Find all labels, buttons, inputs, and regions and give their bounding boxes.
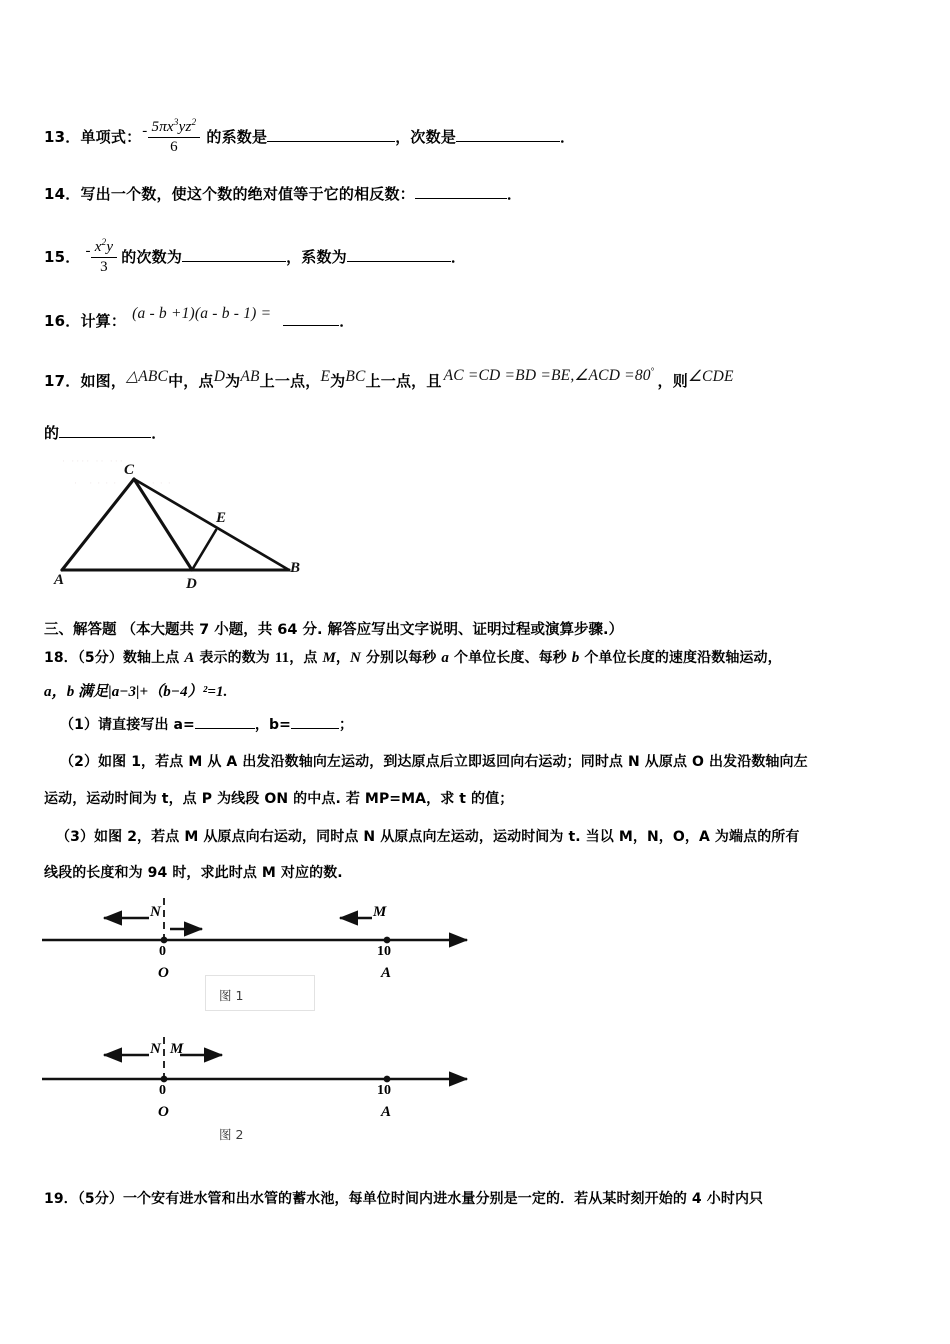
q15-mid2: 系数为 — [301, 247, 347, 266]
question-19 — [44, 1188, 763, 1208]
fig2-marker-M: M — [170, 1041, 184, 1057]
q17-point-d: D — [213, 368, 226, 385]
svg-text:B: B — [290, 560, 301, 576]
q17-angle-cde: ∠CDE — [687, 368, 734, 385]
q17-number: 17． — [44, 372, 81, 390]
q18-condition-expression: a，b 满足|a−3|+（b−4）²=1. — [44, 684, 228, 700]
question-18-sub3-line1: （3）如图 2，若点 M 从原点向右运动，同时点 N 从原点向左运动，运动时间为 t. 当以 M，N，O，A 为端点的所有 — [56, 829, 800, 845]
q17-answer-blank[interactable] — [59, 423, 151, 438]
q13-sep: ， — [395, 127, 411, 146]
q18-sub1-mid: ，b= — [254, 717, 291, 733]
fig1-point-value: 10 — [377, 944, 391, 959]
q17-line2-prefix: 的 — [44, 424, 60, 442]
q17-part3: 为 — [225, 372, 241, 390]
question-18-sub3-line2: 线段的长度和为 94 时，求此时点 M 对应的数. — [44, 865, 343, 881]
q19-points: （5分） — [77, 1191, 123, 1207]
fig1-drawing — [42, 896, 482, 962]
q17-part2: 中，点 — [168, 372, 214, 390]
fig1-origin-value: 0 — [159, 944, 166, 959]
q14-text: 写出一个数，使这个数的绝对值等于它的相反数： — [80, 185, 415, 203]
q18-sub1-end: ； — [338, 717, 354, 733]
q15-number: 15． — [44, 247, 81, 266]
question-18-line2 — [44, 680, 227, 701]
fig1-origin-label: O — [158, 965, 169, 981]
q18-sub1-blank-a[interactable] — [195, 716, 255, 729]
figure-triangle-abc — [44, 452, 354, 592]
q17-part4: 上一点， — [259, 372, 321, 390]
fig2-drawing — [42, 1035, 482, 1101]
q17-part1: 如图， — [80, 372, 127, 390]
svg-text:C: C — [124, 462, 135, 478]
q15-mid1: 的次数为 — [121, 247, 183, 266]
q13-fraction-numerator: $5\pi x^3yz^2$ — [148, 119, 201, 138]
scan-smudge-1: · ···· ·· ··· — [62, 456, 125, 466]
q15-end: ． — [450, 247, 467, 266]
fig1-point-label: A — [381, 965, 392, 981]
svg-text:D: D — [186, 576, 197, 592]
question-18-sub2-line2: 运动，运动时间为 t，点 P 为线段 ON 的中点. 若 MP=MA，求 t 的值； — [44, 791, 514, 807]
fig1-marker-M: M — [373, 904, 387, 920]
q14-answer-blank[interactable] — [415, 184, 507, 199]
fig2-point-label: A — [381, 1104, 392, 1120]
question-16 — [44, 305, 355, 333]
scan-smudge-2: · ···· ·· ··· — [74, 478, 176, 488]
q13-stem: 单项式： — [80, 127, 142, 146]
q18-number: 18． — [44, 650, 78, 666]
question-18-line1: 18．（5分）数轴上点 A 表示的数为 11，点 M，N 分别以每秒 a 个单位长度、每秒 b 个单位长度的速度沿数轴运动， — [44, 650, 782, 666]
q13-fraction-denominator: 6 — [170, 138, 178, 155]
q13-answer-blank-2[interactable] — [456, 127, 560, 142]
q17-triangle-abc: △ABC — [126, 368, 169, 385]
question-18-sub2-line1: （2）如图 1，若点 M 从 A 出发沿数轴向左运动，到达原点后立即返回向右运动；同时点 N 从原点 O 出发沿数轴向左 — [60, 754, 808, 770]
q13-minus: - — [142, 122, 148, 139]
fig2-marker-N: N — [150, 1041, 161, 1057]
q17-line2-end: ． — [151, 424, 167, 442]
svg-text:A: A — [54, 572, 65, 588]
q17-segment-bc: BC — [345, 368, 366, 385]
q17-point-e: E — [320, 368, 331, 385]
triangle-drawing — [44, 452, 354, 592]
fig2-caption: 图 2 — [219, 1127, 244, 1142]
question-17-line2 — [44, 422, 166, 445]
figure-2-number-line — [42, 1035, 482, 1120]
svg-text:E: E — [216, 510, 227, 526]
q13-number: 13． — [44, 127, 81, 146]
q16-number: 16． — [44, 312, 81, 330]
q17-conditions: AC =CD =BD =BE,∠ACD =80 — [443, 367, 651, 384]
q16-stem: 计算： — [80, 312, 127, 330]
q16-expression: (a - b +1)(a - b - 1) = — [132, 305, 272, 322]
q15-fraction-denominator: 3 — [100, 258, 108, 275]
q17-part5: 为 — [330, 372, 346, 390]
q18-points: （5分） — [77, 650, 123, 666]
q17-degree-symbol: ° — [650, 365, 655, 376]
q19-text: 一个安有进水管和出水管的蓄水池，每单位时间内进水量分别是一定的．若从某时刻开始的 4 小时内只 — [122, 1191, 764, 1207]
fig1-caption: 图 1 — [219, 988, 244, 1003]
q15-answer-blank-1[interactable] — [182, 247, 286, 262]
fig2-origin-label: O — [158, 1104, 169, 1120]
q18-sub1-text: （1）请直接写出 a= — [60, 717, 195, 733]
q16-end: ． — [339, 312, 355, 330]
q13-mid1: 的系数是 — [206, 127, 268, 146]
q13-end: ． — [560, 127, 576, 146]
q13-answer-blank-1[interactable] — [267, 127, 395, 142]
fig2-point-value: 10 — [377, 1083, 391, 1098]
question-18-sub1 — [60, 714, 353, 734]
q15-fraction — [91, 239, 118, 276]
figure-1-number-line — [42, 896, 482, 981]
q18-sub1-blank-b[interactable] — [291, 716, 339, 729]
q13-mid2: 次数是 — [410, 127, 457, 146]
q17-part6: 上一点，且 — [365, 372, 442, 390]
q17-segment-ab: AB — [240, 368, 260, 385]
q14-number: 14． — [44, 185, 81, 203]
question-14 — [44, 183, 522, 206]
q15-answer-blank-2[interactable] — [347, 247, 451, 262]
q19-number: 19． — [44, 1191, 78, 1207]
q17-part7: ，则 — [657, 372, 688, 390]
question-13 — [44, 120, 575, 157]
q16-answer-blank[interactable] — [283, 311, 339, 326]
q13-fraction — [148, 119, 201, 156]
section-3-heading: 三、解答题 （本大题共 7 小题，共 64 分. 解答应写出文字说明、证明过程或演算步骤.） — [44, 622, 624, 638]
q15-sep: ， — [286, 247, 302, 266]
question-15 — [44, 240, 466, 277]
fig1-marker-N: N — [150, 904, 161, 920]
question-17-line1 — [44, 365, 734, 393]
q15-fraction-numerator: $x^2y$ — [91, 239, 118, 258]
q14-end: ． — [506, 185, 523, 203]
fig2-origin-value: 0 — [159, 1083, 166, 1098]
q15-minus: - — [85, 242, 91, 259]
